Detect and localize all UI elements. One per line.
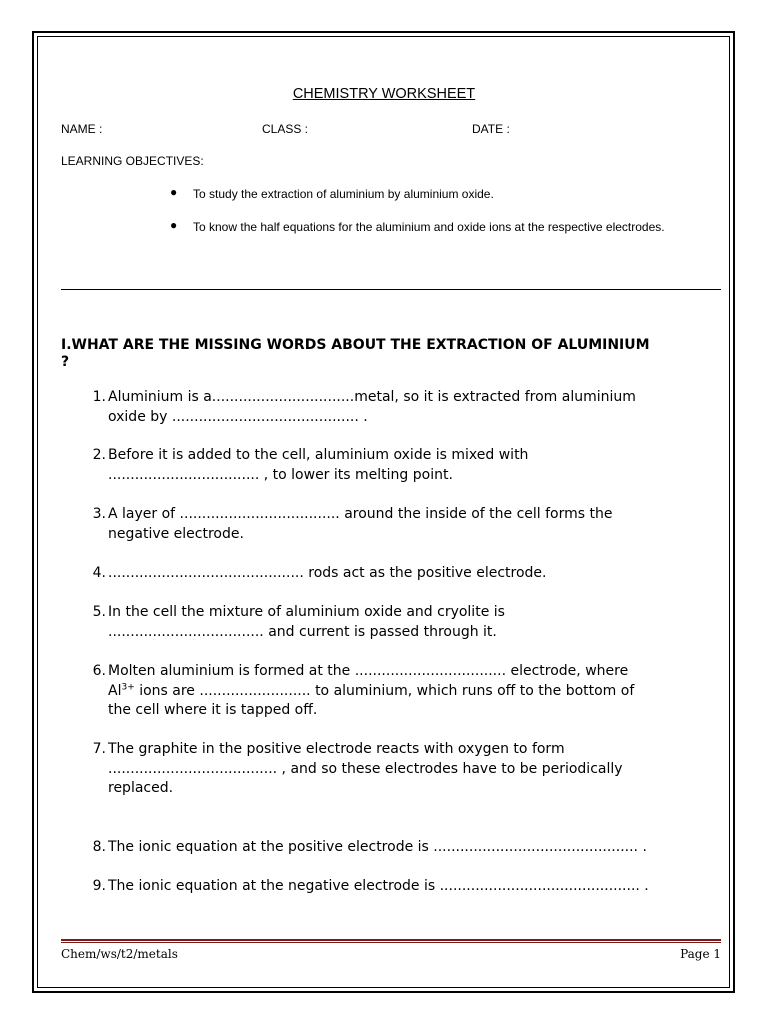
question-line: .................................. , to lower its melting point. — [108, 466, 453, 483]
question-line: The ionic equation at the positive electrode is .............................................. . — [108, 839, 647, 855]
question-number: 6. — [92, 663, 106, 679]
question-text — [108, 388, 720, 427]
question-line: A layer of .................................... around the inside of the cell forms the — [108, 506, 613, 522]
question-text — [108, 877, 720, 897]
footer-page-number: Page 1 — [680, 947, 721, 961]
divider — [61, 289, 721, 290]
section-heading: I.WHAT ARE THE MISSING WORDS ABOUT THE EXTRACTION OF ALUMINIUM ? — [61, 337, 650, 370]
question-number: 7. — [92, 741, 106, 757]
objective-item: To know the half equations for the aluminium and oxide ions at the respective electrodes. — [193, 220, 665, 234]
objective-item: To study the extraction of aluminium by aluminium oxide. — [193, 187, 494, 201]
question-text — [108, 603, 720, 642]
question-number: 9. — [92, 878, 106, 894]
question-text — [108, 446, 720, 485]
bullet-icon: ● — [170, 185, 178, 199]
question-number: 3. — [92, 506, 106, 522]
footer-doc-code: Chem/ws/t2/metals — [61, 947, 178, 961]
name-label: NAME : — [61, 122, 103, 136]
question-text — [108, 740, 720, 799]
learning-objectives-label: LEARNING OBJECTIVES: — [61, 154, 204, 168]
question-text — [108, 564, 720, 584]
question-line: ................................... and current is passed through it. — [108, 623, 497, 640]
question-line: ............................................ rods act as the positive electrode. — [108, 565, 547, 581]
footer-rule — [61, 939, 721, 943]
question-line: Aluminium is a................................metal, so it is extracted from aluminium — [108, 389, 636, 405]
question-line: Before it is added to the cell, aluminium oxide is mixed with — [108, 447, 529, 463]
question-line: The graphite in the positive electrode reacts with oxygen to form — [108, 741, 565, 757]
bullet-icon: ● — [170, 218, 178, 232]
question-line: the cell where it is tapped off. — [108, 702, 318, 718]
question-text — [108, 662, 720, 721]
question-text — [108, 838, 720, 858]
question-line: ...................................... , and so these electrodes have to be periodically — [108, 760, 623, 777]
question-line: In the cell the mixture of aluminium oxide and cryolite is — [108, 604, 505, 620]
question-number: 2. — [92, 447, 106, 463]
question-line: Molten aluminium is formed at the .................................. electrode, where — [108, 663, 629, 679]
question-line: replaced. — [108, 780, 174, 796]
question-number: 4. — [92, 565, 106, 581]
question-line: negative electrode. — [108, 525, 244, 542]
worksheet-title: CHEMISTRY WORKSHEET — [292, 86, 476, 102]
date-label: DATE : — [472, 122, 510, 136]
question-number: 8. — [92, 839, 106, 855]
question-number: 1. — [92, 389, 106, 405]
question-number: 5. — [92, 604, 106, 620]
class-label: CLASS : — [262, 122, 309, 136]
question-line: oxide by .......................................... . — [108, 408, 368, 425]
question-line: The ionic equation at the negative electrode is ............................................. . — [108, 878, 649, 894]
question-line: $Al^{3+}$ ions are ......................... to aluminium, which runs off to the bottom of — [108, 681, 635, 699]
question-text — [108, 505, 720, 544]
